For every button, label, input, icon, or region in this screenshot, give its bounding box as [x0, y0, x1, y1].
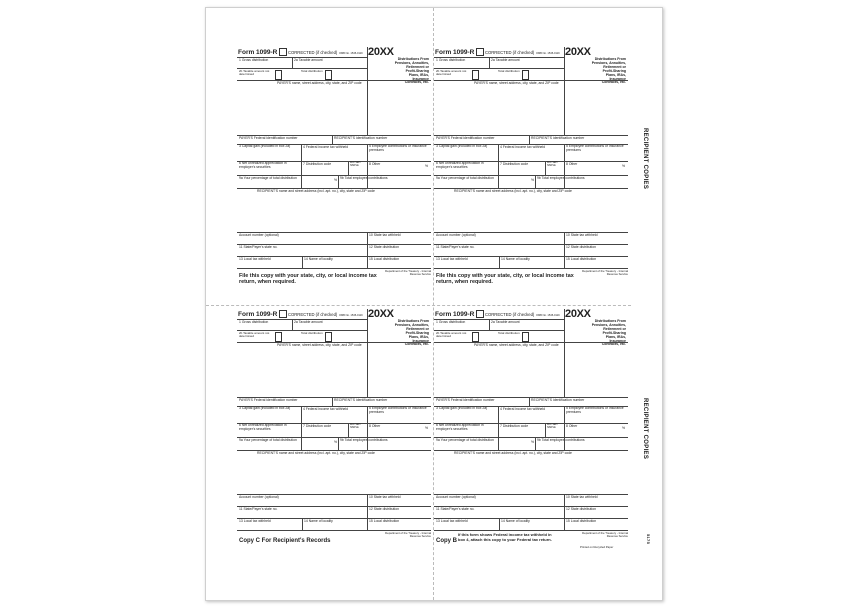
box-13-label: 13 Local tax withheld — [436, 519, 468, 523]
total-distribution-checkbox[interactable] — [522, 70, 529, 80]
payer-name-label: PAYER'S name, street address, city, state, and ZIP code — [277, 343, 362, 347]
box-2b-checkbox[interactable] — [472, 332, 479, 342]
corrected-checkbox[interactable] — [279, 48, 287, 56]
irs-department: Department of the Treasury - Internal Revenue Service — [385, 269, 431, 276]
box-2a-label: 2a Taxable amount — [491, 58, 520, 62]
copy-instruction-tl: File this copy with your state, city, or local income tax return, when required. — [239, 273, 377, 285]
box-10-label: 10 State tax withheld — [369, 233, 401, 237]
box-4-label: 4 Federal income tax withheld — [500, 145, 546, 149]
box-9b-label: 9b Total employee contributions — [340, 438, 388, 442]
ira-sep-simple-label: IRA/ SEP/ SIMPLE — [547, 423, 558, 429]
box-6-label: 6 Net unrealized appreciation in employer's securities — [436, 161, 484, 169]
box-8-label: 8 Other — [369, 424, 381, 428]
box-2a-label: 2a Taxable amount — [294, 320, 323, 324]
form-title: Form 1099-R — [435, 49, 475, 56]
box-3-label: 3 Capital gain (included in box 2a) — [239, 144, 291, 148]
box-14-label: 14 Name of locality — [304, 257, 333, 261]
ira-sep-simple-label: IRA/ SEP/ SIMPLE — [350, 423, 361, 429]
recipient-name-label: RECIPIENT'S name and street address (incl. apt. no.), city, state and ZIP code — [454, 451, 572, 455]
box-12-label: 12 State distribution — [566, 507, 596, 511]
payer-tin-label: PAYER'S Federal identification number — [436, 398, 495, 402]
ira-sep-simple-label: IRA/ SEP/ SIMPLE — [547, 161, 558, 167]
box-10-label: 10 State tax withheld — [566, 233, 598, 237]
payer-tin-label: PAYER'S Federal identification number — [239, 136, 298, 140]
box-14-label: 14 Name of locality — [501, 257, 530, 261]
omb-number: OMB No. 1545-0119 — [339, 314, 363, 317]
form-title: Form 1099-R — [238, 311, 278, 318]
box-2b-label: 2b Taxable amount not determined — [239, 331, 270, 339]
box-9a-label: 9a Your percentage of total distribution — [436, 438, 494, 442]
box-13-label: 13 Local tax withheld — [436, 257, 468, 261]
corrected-checkbox[interactable] — [279, 310, 287, 318]
box-7-label: 7 Distribution code — [303, 424, 332, 428]
corrected-label: CORRECTED (if checked) — [485, 312, 535, 317]
form-description: Distributions From Pensions, Annuities, Retirement or Profit-Sharing Plans, IRAs, Insurance Contracts, etc. — [591, 319, 626, 347]
box-9a-label: 9a Your percentage of total distribution — [436, 176, 494, 180]
corrected-label: CORRECTED (if checked) — [288, 312, 338, 317]
tax-year: 20XX — [565, 308, 591, 320]
payer-name-label: PAYER'S name, street address, city, state, and ZIP code — [474, 81, 559, 85]
box-2b-label: 2b Taxable amount not determined — [436, 331, 467, 339]
box-7-label: 7 Distribution code — [500, 162, 529, 166]
box-4-label: 4 Federal income tax withheld — [500, 407, 546, 411]
box-11-label: 11 State/Payer's state no. — [436, 245, 475, 249]
box-8-percent: % — [622, 426, 626, 430]
box-8-percent: % — [622, 164, 626, 168]
box-9a-percent: % — [334, 440, 338, 444]
box-1-label: 1 Gross distribution — [239, 58, 269, 62]
irs-department: Department of the Treasury - Internal Revenue Service — [385, 531, 431, 538]
box-2a-label: 2a Taxable amount — [294, 58, 323, 62]
copy-b-title: Copy B — [436, 538, 457, 544]
form-sheet — [205, 7, 663, 601]
box-11-label: 11 State/Payer's state no. — [239, 507, 278, 511]
form-title: Form 1099-R — [238, 49, 278, 56]
box-14-label: 14 Name of locality — [304, 519, 333, 523]
irs-department: Department of the Treasury - Internal Revenue Service — [582, 531, 628, 538]
box-3-label: 3 Capital gain (included in box 2a) — [239, 406, 291, 410]
box-7-label: 7 Distribution code — [500, 424, 529, 428]
box-1-label: 1 Gross distribution — [436, 320, 466, 324]
box-8-label: 8 Other — [566, 162, 578, 166]
box-2b-checkbox[interactable] — [275, 332, 282, 342]
irs-department: Department of the Treasury - Internal Revenue Service — [582, 269, 628, 276]
box-15-label: 15 Local distribution — [566, 519, 597, 523]
account-number-label: Account number (optional) — [239, 233, 279, 237]
form-1099r-br — [434, 309, 628, 592]
recipient-name-label: RECIPIENT'S name and street address (incl. apt. no.), city, state and ZIP code — [257, 451, 375, 455]
corrected-label: CORRECTED (if checked) — [485, 50, 535, 55]
box-2b-checkbox[interactable] — [472, 70, 479, 80]
total-distribution-label: Total distribution — [301, 69, 323, 73]
account-number-label: Account number (optional) — [239, 495, 279, 499]
box-3-label: 3 Capital gain (included in box 2a) — [436, 406, 488, 410]
box-9a-percent: % — [531, 440, 535, 444]
copy-b-instructions: If this form shows Federal income tax withheld in box 4, attach this copy to your Federal tax return. — [458, 532, 552, 542]
ira-sep-simple-label: IRA/ SEP/ SIMPLE — [350, 161, 361, 167]
box-14-label: 14 Name of locality — [501, 519, 530, 523]
box-1-label: 1 Gross distribution — [239, 320, 269, 324]
box-9a-label: 9a Your percentage of total distribution — [239, 438, 297, 442]
box-7-label: 7 Distribution code — [303, 162, 332, 166]
side-label-bottom: RECIPIENT COPIES — [642, 398, 648, 460]
omb-number: OMB No. 1545-0119 — [339, 52, 363, 55]
box-9b-label: 9b Total employee contributions — [537, 176, 585, 180]
form-1099r-bl — [237, 309, 431, 592]
box-2b-checkbox[interactable] — [275, 70, 282, 80]
box-12-label: 12 State distribution — [369, 245, 399, 249]
corrected-checkbox[interactable] — [476, 48, 484, 56]
account-number-label: Account number (optional) — [436, 495, 476, 499]
total-distribution-checkbox[interactable] — [325, 70, 332, 80]
box-3-label: 3 Capital gain (included in box 2a) — [436, 144, 488, 148]
box-8-label: 8 Other — [369, 162, 381, 166]
form-1099r-tr — [434, 47, 628, 330]
recipient-name-label: RECIPIENT'S name and street address (incl. apt. no.), city, state and ZIP code — [454, 189, 572, 193]
form-description: Distributions From Pensions, Annuities, Retirement or Profit-Sharing Plans, IRAs, Insurance Contracts, etc. — [394, 319, 429, 347]
copy-instruction-tr: File this copy with your state, city, or local income tax return, when required. — [436, 273, 574, 285]
box-1-label: 1 Gross distribution — [436, 58, 466, 62]
box-9b-label: 9b Total employee contributions — [537, 438, 585, 442]
form-description: Distributions From Pensions, Annuities, Retirement or Profit-Sharing Plans, IRAs, Insurance Contracts, etc. — [394, 57, 429, 85]
box-6-label: 6 Net unrealized appreciation in employer's securities — [436, 423, 484, 431]
box-13-label: 13 Local tax withheld — [239, 257, 271, 261]
box-12-label: 12 State distribution — [566, 245, 596, 249]
form-code: 5175 — [646, 534, 651, 545]
total-distribution-label: Total distribution — [498, 69, 520, 73]
box-15-label: 15 Local distribution — [369, 257, 400, 261]
box-8-label: 8 Other — [566, 424, 578, 428]
form-1099r-tl — [237, 47, 431, 330]
tax-year: 20XX — [368, 308, 394, 320]
tax-year: 20XX — [565, 46, 591, 58]
box-8-percent: % — [425, 164, 429, 168]
recycled-paper-note: Printed on Recycled Paper — [580, 545, 614, 549]
box-2b-label: 2b Taxable amount not determined — [239, 69, 270, 77]
box-13-label: 13 Local tax withheld — [239, 519, 271, 523]
omb-number: OMB No. 1545-0119 — [536, 52, 560, 55]
total-distribution-label: Total distribution — [301, 331, 323, 335]
tax-year: 20XX — [368, 46, 394, 58]
box-4-label: 4 Federal income tax withheld — [303, 145, 349, 149]
box-15-label: 15 Local distribution — [369, 519, 400, 523]
omb-number: OMB No. 1545-0119 — [536, 314, 560, 317]
total-distribution-label: Total distribution — [498, 331, 520, 335]
recipient-tin-label: RECIPIENT'S identification number — [334, 398, 388, 402]
box-2a-label: 2a Taxable amount — [491, 320, 520, 324]
box-5-label: 5 Employee contributions or insurance premiums — [369, 144, 427, 152]
recipient-name-label: RECIPIENT'S name and street address (incl. apt. no.), city, state and ZIP code — [257, 189, 375, 193]
side-label-top: RECIPIENT COPIES — [642, 128, 648, 190]
box-2b-label: 2b Taxable amount not determined — [436, 69, 467, 77]
recipient-tin-label: RECIPIENT'S identification number — [334, 136, 388, 140]
box-4-label: 4 Federal income tax withheld — [303, 407, 349, 411]
total-distribution-checkbox[interactable] — [522, 332, 529, 342]
box-6-label: 6 Net unrealized appreciation in employer's securities — [239, 423, 287, 431]
box-10-label: 10 State tax withheld — [369, 495, 401, 499]
payer-name-label: PAYER'S name, street address, city, state, and ZIP code — [474, 343, 559, 347]
box-12-label: 12 State distribution — [369, 507, 399, 511]
box-6-label: 6 Net unrealized appreciation in employer's securities — [239, 161, 287, 169]
box-9b-label: 9b Total employee contributions — [340, 176, 388, 180]
copy-c-title: Copy C For Recipient's Records — [239, 538, 331, 544]
box-9a-percent: % — [334, 178, 338, 182]
total-distribution-checkbox[interactable] — [325, 332, 332, 342]
box-11-label: 11 State/Payer's state no. — [436, 507, 475, 511]
box-15-label: 15 Local distribution — [566, 257, 597, 261]
box-9a-percent: % — [531, 178, 535, 182]
payer-name-label: PAYER'S name, street address, city, state, and ZIP code — [277, 81, 362, 85]
payer-tin-label: PAYER'S Federal identification number — [239, 398, 298, 402]
box-5-label: 5 Employee contributions or insurance premiums — [369, 406, 427, 414]
corrected-label: CORRECTED (if checked) — [288, 50, 338, 55]
recipient-tin-label: RECIPIENT'S identification number — [531, 398, 585, 402]
recipient-tin-label: RECIPIENT'S identification number — [531, 136, 585, 140]
form-description: Distributions From Pensions, Annuities, Retirement or Profit-Sharing Plans, IRAs, Insurance Contracts, etc. — [591, 57, 626, 85]
account-number-label: Account number (optional) — [436, 233, 476, 237]
box-9a-label: 9a Your percentage of total distribution — [239, 176, 297, 180]
box-8-percent: % — [425, 426, 429, 430]
box-11-label: 11 State/Payer's state no. — [239, 245, 278, 249]
payer-tin-label: PAYER'S Federal identification number — [436, 136, 495, 140]
box-10-label: 10 State tax withheld — [566, 495, 598, 499]
box-5-label: 5 Employee contributions or insurance premiums — [566, 144, 624, 152]
form-title: Form 1099-R — [435, 311, 475, 318]
corrected-checkbox[interactable] — [476, 310, 484, 318]
box-5-label: 5 Employee contributions or insurance premiums — [566, 406, 624, 414]
